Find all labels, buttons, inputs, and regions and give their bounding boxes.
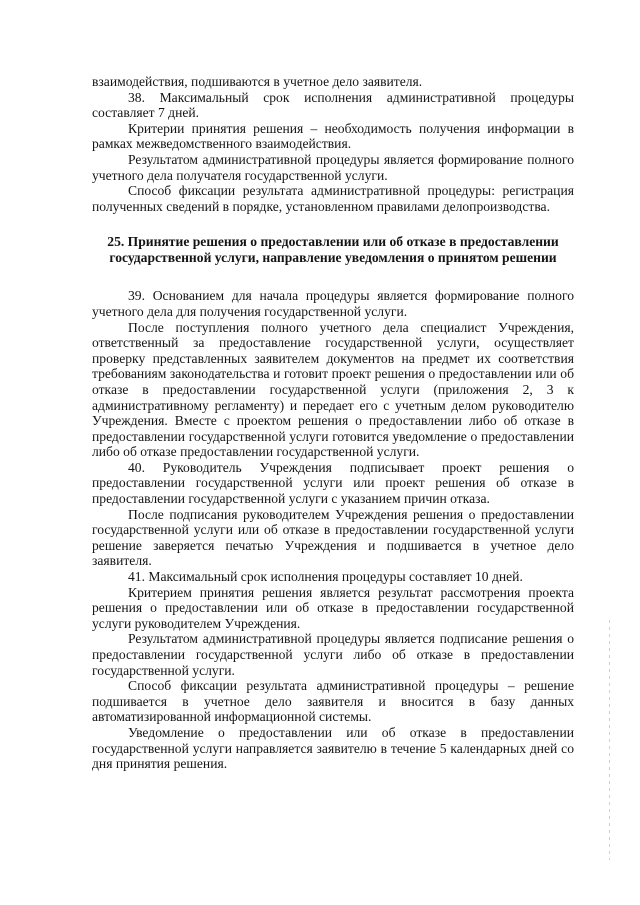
document-body: [92, 74, 574, 772]
paragraph-39: 39. Основанием для начала процедуры является формирование полного учетного дела для получения государственной услуги.: [92, 288, 574, 319]
paragraph-notification: Уведомление о предоставлении или об отказе в предоставлении государственной услуги направляется заявителю в течение 5 календарных дней со дня принятия решения.: [92, 724, 574, 772]
paragraph-procedure-result-2: Результатом административной процедуры является подписание решения о предоставлении государственной услуги либо об отказе в предоставлении государственной услуги.: [92, 631, 574, 678]
paragraph-decision-criteria: Критерии принятия решения – необходимость получения информации в рамках межведомственного взаимодействия.: [92, 120, 574, 152]
paragraph-40: 40. Руководитель Учреждения подписывает проект решения о предоставлении государственной услуги или проект решения об отказе в предоставлении государственной услуги с указанием причин отказа.: [92, 459, 574, 507]
paragraph-fixation-method-2: Способ фиксации результата административной процедуры – решение подшивается в учетное дело заявителя и вносится в базу данных автоматизированной информационной системы.: [92, 678, 574, 725]
scan-edge-artifact: [609, 620, 610, 860]
paragraph-after-receipt: После поступления полного учетного дела специалист Учреждения, ответственный за предоставление государственной услуги, осуществляет проверку представленных заявителем документов на предмет их соответствия требованиям законодательства и готовит проект решения о предоставлении или об отказе в предоставлении государственной услуги (приложения 2, 3 к административному регламенту) и передает его с учетным делом руководителю Учреждения. Вместе с проектом решения о предоставлении либо об отказе в предоставлении государственной услуги готовится уведомление о предоставлении либо об отказе предоставлении государственной услуги.: [92, 319, 574, 460]
paragraph-fixation-method: Способ фиксации результата административной процедуры: регистрация полученных сведений в порядке, установленном правилами делопроизводства.: [92, 183, 574, 214]
paragraph-continuation: взаимодействия, подшиваются в учетное дело заявителя.: [92, 74, 423, 89]
section-heading-25: 25. Принятие решения о предоставлении или об отказе в предоставлении государственной услуги, направление уведомления о принятом решении: [107, 234, 559, 266]
paragraph-41: 41. Максимальный срок исполнения процедуры составляет 10 дней.: [128, 569, 523, 585]
paragraph-38: 38. Максимальный срок исполнения административной процедуры составляет 7 дней.: [92, 89, 574, 121]
paragraph-procedure-result: Результатом административной процедуры является формирование полного учетного дела получателя государственной услуги.: [92, 151, 574, 183]
paragraph-after-signing: После подписания руководителем Учреждения решения о предоставлении государственной услуги или об отказе в предоставлении государственной услуги решение заверяется печатью Учреждения и подшивается в учетное дело заявителя.: [92, 506, 574, 569]
paragraph-decision-criterion: Критерием принятия решения является результат рассмотрения проекта решения о предоставлении или об отказе в предоставлении государственной услуги руководителем Учреждения.: [92, 584, 574, 631]
